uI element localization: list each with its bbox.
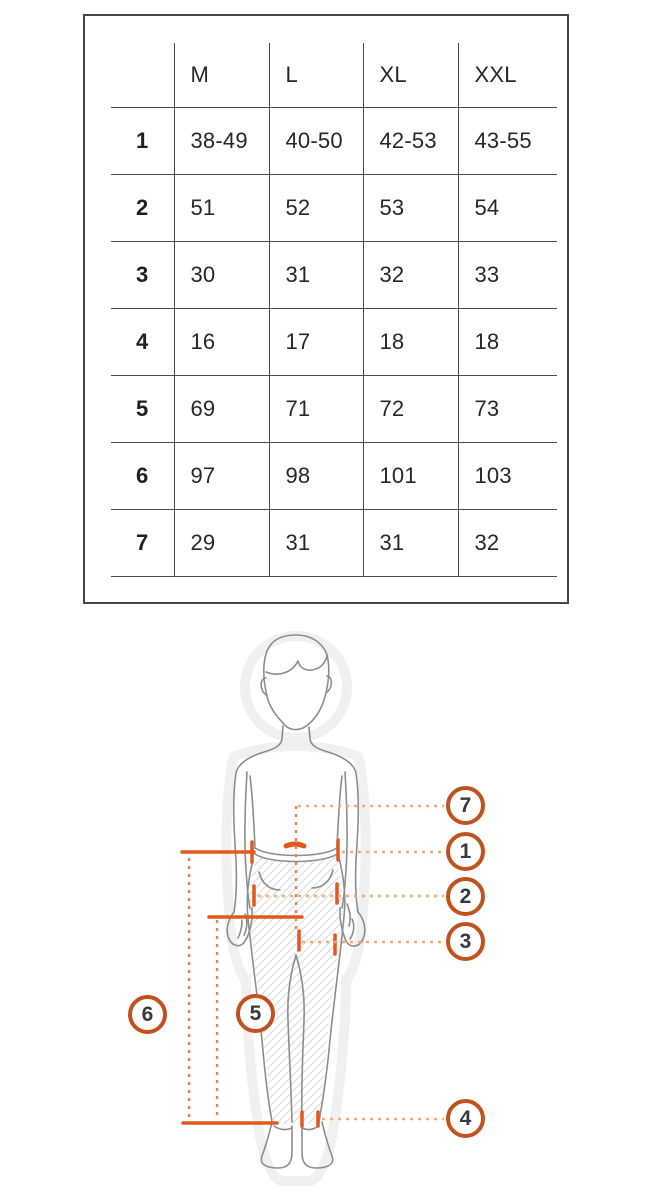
table-header-xl: XL: [363, 43, 458, 107]
table-header-xxl: XXL: [458, 43, 557, 107]
measure-marker-5: 5: [236, 994, 275, 1033]
table-cell: 72: [363, 375, 458, 442]
measure-marker-3: 3: [446, 922, 485, 961]
table-cell: 31: [363, 509, 458, 576]
table-cell: 101: [363, 442, 458, 509]
table-cell: 31: [269, 241, 363, 308]
table-cell: 103: [458, 442, 557, 509]
measure-marker-7: 7: [446, 786, 485, 825]
table-cell: 17: [269, 308, 363, 375]
table-cell: 29: [174, 509, 269, 576]
measure-marker-2: 2: [446, 877, 485, 916]
table-header-m: M: [174, 43, 269, 107]
table-cell: 31: [269, 509, 363, 576]
row-label: 4: [111, 308, 174, 375]
row-label: 5: [111, 375, 174, 442]
table-cell: 32: [363, 241, 458, 308]
table-cell: 40-50: [269, 107, 363, 174]
row-label: 1: [111, 107, 174, 174]
table-cell: 18: [363, 308, 458, 375]
table-cell: 30: [174, 241, 269, 308]
table-cell: 33: [458, 241, 557, 308]
table-cell: 52: [269, 174, 363, 241]
row-label: 2: [111, 174, 174, 241]
table-header-l: L: [269, 43, 363, 107]
measure-marker-6: 6: [128, 995, 167, 1034]
row-label: 6: [111, 442, 174, 509]
table-cell: 69: [174, 375, 269, 442]
table-cell: 73: [458, 375, 557, 442]
table-cell: 51: [174, 174, 269, 241]
table-cell: 43-55: [458, 107, 557, 174]
table-cell: 32: [458, 509, 557, 576]
row-label: 3: [111, 241, 174, 308]
measure-marker-4: 4: [446, 1099, 485, 1138]
table-cell: 98: [269, 442, 363, 509]
table-cell: 18: [458, 308, 557, 375]
table-cell: 53: [363, 174, 458, 241]
table-cell: 71: [269, 375, 363, 442]
table-cell: 42-53: [363, 107, 458, 174]
table-cell: 16: [174, 308, 269, 375]
table-cell: 38-49: [174, 107, 269, 174]
row-label: 7: [111, 509, 174, 576]
table-cell: 97: [174, 442, 269, 509]
measure-marker-1: 1: [446, 832, 485, 871]
table-cell: 54: [458, 174, 557, 241]
